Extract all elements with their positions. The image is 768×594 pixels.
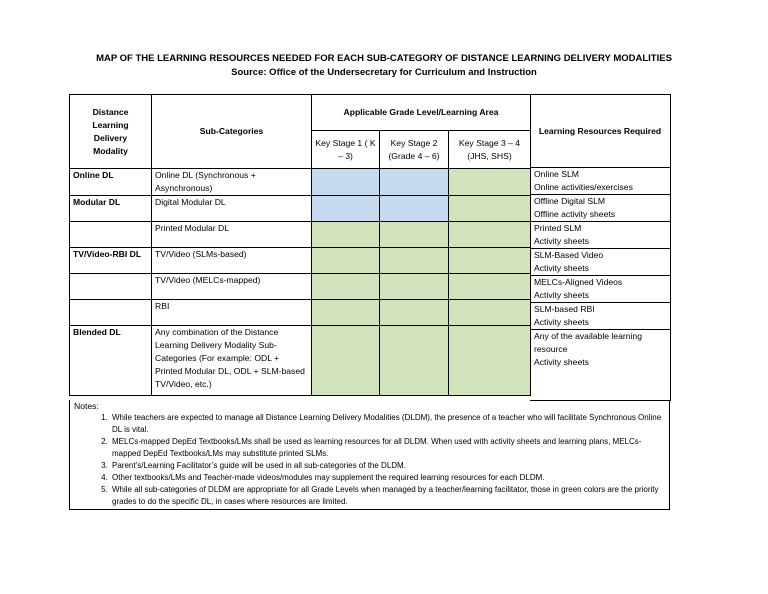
resource-cell bbox=[530, 330, 671, 401]
resource-line: Printed SLM bbox=[534, 223, 582, 233]
grade-cell bbox=[380, 274, 449, 300]
resource-cell bbox=[530, 276, 671, 303]
grade-cell bbox=[380, 300, 449, 326]
subcategory-cell: Digital Modular DL bbox=[152, 196, 312, 222]
notes-list bbox=[70, 412, 669, 508]
resource-line: Online SLM bbox=[534, 169, 579, 179]
modality-cell-empty bbox=[70, 222, 152, 248]
note-item: 2. MELCs-mapped DepEd Textbooks/LMs shall be used as learning resources for all DLDM. When used with activity sheets and learning plans, MELCs-mapped DepEd Textbooks/LMs may substitute printed SLMs. bbox=[110, 436, 669, 460]
modality-cell: Online DL bbox=[70, 169, 152, 196]
resource-line: Online activities/exercises bbox=[534, 182, 633, 192]
grade-cell bbox=[449, 169, 531, 196]
grade-cell bbox=[312, 326, 380, 396]
grade-cell bbox=[449, 274, 531, 300]
modality-cell-empty bbox=[70, 274, 152, 300]
table-row bbox=[70, 222, 531, 248]
table-row bbox=[70, 274, 531, 300]
subcategory-cell: TV/Video (SLMs-based) bbox=[152, 248, 312, 274]
resource-cell bbox=[530, 303, 671, 330]
resource-line: Offline activity sheets bbox=[534, 209, 616, 219]
table-row bbox=[70, 300, 531, 326]
resource-line: SLM-based RBI bbox=[534, 304, 595, 314]
note-item: 1. While teachers are expected to manage all Distance Learning Delivery Modalities (DLDM), the presence of a teacher who will facilitate Synchronous Online DL is vital. bbox=[110, 412, 669, 436]
grade-cell bbox=[449, 300, 531, 326]
table-row bbox=[70, 248, 531, 274]
resource-line: Any of the available learning resource bbox=[534, 331, 642, 354]
resource-line: Activity sheets bbox=[534, 263, 589, 273]
modality-cell: Modular DL bbox=[70, 196, 152, 222]
grade-cell bbox=[312, 196, 380, 222]
subcategory-cell: Any combination of the Distance Learning Delivery Modality Sub-Categories (For example: ODL + Printed Modular DL, ODL + SLM-based TV/Video, etc.) bbox=[152, 326, 312, 396]
resource-line: Activity sheets bbox=[534, 236, 589, 246]
subcategory-cell: Printed Modular DL bbox=[152, 222, 312, 248]
grade-cell bbox=[380, 326, 449, 396]
grade-cell bbox=[312, 300, 380, 326]
modality-cell-empty bbox=[70, 300, 152, 326]
grade-cell bbox=[380, 248, 449, 274]
subcategory-cell: Online DL (Synchronous + Asynchronous) bbox=[152, 169, 312, 196]
notes-box bbox=[69, 400, 670, 510]
grade-cell bbox=[380, 222, 449, 248]
table-row bbox=[70, 196, 531, 222]
header-grade-area: Applicable Grade Level/Learning Area bbox=[312, 95, 531, 131]
resource-line: Activity sheets bbox=[534, 357, 589, 367]
header-modality: Distance Learning Delivery Modality bbox=[70, 95, 152, 169]
resource-cell bbox=[530, 195, 671, 222]
header-key-stage-1: Key Stage 1 ( K – 3) bbox=[312, 131, 380, 169]
note-item: 4. Other textbooks/LMs and Teacher-made videos/modules may supplement the required learning resources for each DLDM. bbox=[110, 472, 669, 484]
grade-cell bbox=[380, 196, 449, 222]
resource-line: Activity sheets bbox=[534, 290, 589, 300]
header-subcategories: Sub-Categories bbox=[152, 95, 312, 169]
grade-cell bbox=[312, 248, 380, 274]
notes-label: Notes: bbox=[74, 401, 99, 411]
note-item: 5. While all sub-categories of DLDM are appropriate for all Grade Levels when managed by a teacher/learning facilitator, those in green colors are the priority grades to do the specific DL, in cases where resources are limited. bbox=[110, 484, 669, 508]
header-key-stage-3-4: Key Stage 3 – 4 (JHS, SHS) bbox=[449, 131, 531, 169]
modality-cell: TV/Video-RBI DL bbox=[70, 248, 152, 274]
grade-cell bbox=[449, 222, 531, 248]
grade-cell bbox=[449, 248, 531, 274]
document-title: MAP OF THE LEARNING RESOURCES NEEDED FOR EACH SUB-CATEGORY OF DISTANCE LEARNING DELIVERY MODALITIES bbox=[96, 53, 672, 64]
header-key-stage-2: Key Stage 2 (Grade 4 – 6) bbox=[380, 131, 449, 169]
learning-resources-table bbox=[69, 94, 531, 396]
resource-cell bbox=[530, 249, 671, 276]
subcategory-cell: TV/Video (MELCs-mapped) bbox=[152, 274, 312, 300]
grade-cell bbox=[380, 169, 449, 196]
subcategory-cell: RBI bbox=[152, 300, 312, 326]
resource-line: Activity sheets bbox=[534, 317, 589, 327]
grade-cell bbox=[449, 196, 531, 222]
note-item: 3. Parent’s/Learning Facilitator’s guide will be used in all sub-categories of the DLDM. bbox=[110, 460, 669, 472]
header-resources-label: Learning Resources Required bbox=[538, 125, 662, 136]
resource-cell bbox=[530, 168, 671, 195]
grade-cell bbox=[312, 222, 380, 248]
resource-line: Offline Digital SLM bbox=[534, 196, 606, 206]
table-row bbox=[70, 169, 531, 196]
grade-cell bbox=[312, 274, 380, 300]
modality-cell: Blended DL bbox=[70, 326, 152, 396]
grade-cell bbox=[312, 169, 380, 196]
document-source: Source: Office of the Undersecretary for Curriculum and Instruction bbox=[231, 67, 537, 78]
table-row bbox=[70, 326, 531, 396]
header-resources bbox=[530, 94, 671, 168]
resource-cell bbox=[530, 222, 671, 249]
resource-line: MELCs-Aligned Videos bbox=[534, 277, 623, 287]
grade-cell bbox=[449, 326, 531, 396]
resource-line: SLM-Based Video bbox=[534, 250, 604, 260]
